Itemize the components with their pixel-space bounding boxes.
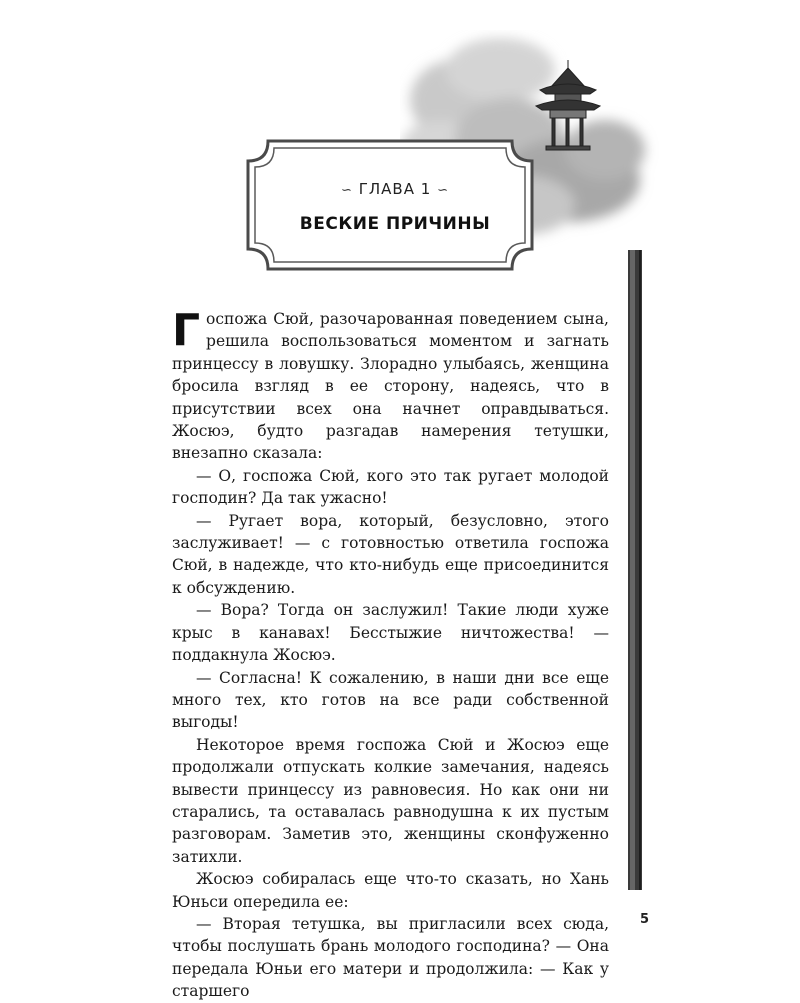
drop-cap: Г (172, 305, 201, 356)
paragraph: Госпожа Сюй, разочарованная поведением сына, решила воспользоваться моментом и загнать принцессу в ловушку. Злорадно улыбаясь, женщина бросила взгляд в ее сторону, надеясь, что в присутствии всех она начнет оправдываться. Жосюэ, будто разгадав намерения тетушки, внезапно сказала: (172, 305, 609, 463)
paragraph: — Согласна! К сожалению, в наши дни все еще много тех, кто готов на все ради собственной выгоды! (172, 668, 609, 732)
paragraph: — Вторая тетушка, вы пригласили всех сюда, чтобы послушать брань молодого господина? — Она передала Юньи его матери и продолжила: — Как у старшего (172, 914, 609, 1001)
chapter-label (270, 180, 520, 198)
ornament-left-icon: ∽ (341, 183, 353, 198)
paragraph: — Вора? Тогда он заслужил! Такие люди хуже крыс в канавах! Бесстыжие ничтожества! — поддакнула Жосюэ. (172, 601, 609, 665)
ornament-right-icon: ∽ (437, 183, 449, 198)
paragraph: — Ругает вора, который, безусловно, этого заслуживает! — с готовностью ответила госпожа Сюй, в надежде, что кто-нибудь еще присоединится к обсуждению. (172, 511, 609, 597)
body-text (172, 305, 609, 1003)
chapter-number: ГЛАВА 1 (358, 180, 432, 198)
paragraph: — О, госпожа Сюй, кого это так ругает молодой господин? Да так ужасно! (172, 466, 609, 508)
chapter-title: ВЕСКИЕ ПРИЧИНЫ (299, 214, 491, 234)
chapter-frame (240, 135, 540, 285)
paragraph: Жосюэ собиралась еще что-то сказать, но Хань Юньси опередила ее: (172, 870, 609, 911)
page-number: 5 (640, 912, 650, 927)
decorative-pillar (625, 250, 647, 890)
paragraph: Некоторое время госпожа Сюй и Жосюэ еще продолжали отпускать колкие замечания, надеясь вывести принцессу из равновесия. Но как они ни старались, та оставалась равнодушна к их пустым разговорам. Заметив это, женщины сконфуженно затихли. (172, 735, 609, 866)
